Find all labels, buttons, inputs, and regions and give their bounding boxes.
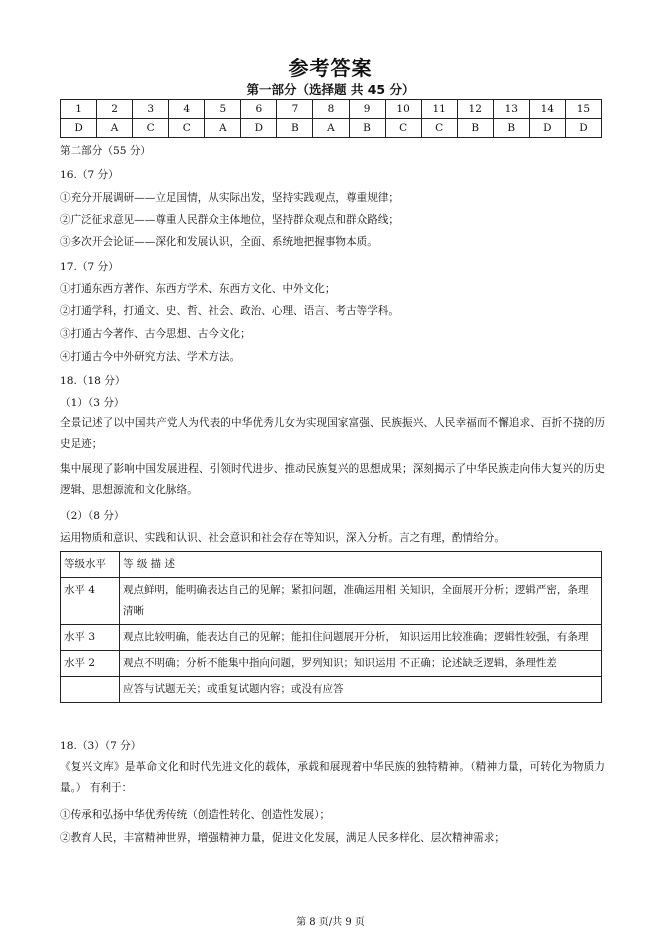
q18-sub3-header: 18.（3）（7 分） [60, 740, 142, 752]
answer-letter: C [133, 119, 169, 138]
q18-header: 18.（18 分） [60, 375, 126, 387]
q16-line-2: ②广泛征求意见——尊重人民群众主体地位，坚持群众观点和群众路线； [60, 214, 399, 226]
level-row [61, 651, 602, 677]
answer-letter: B [493, 119, 529, 138]
answer-letter: B [277, 119, 313, 138]
answer-letter: D [241, 119, 277, 138]
q18-sub1-para-1: 全景记述了以中国共产党人为代表的中华优秀儿女为实现国家富强、民族振兴、人民幸福而不懈追求、百折不挠的历史足迹； [60, 417, 605, 450]
level-label [61, 677, 120, 703]
question-number: 8 [313, 100, 349, 119]
q16-line-3: ③多次开会论证——深化和发展认识，全面、系统地把握事物本质。 [60, 236, 378, 248]
q18-sub3-line-2: ②教育人民，丰富精神世界，增强精神力量，促进文化发展，满足人民多样化、层次精神需求； [60, 832, 505, 844]
page-footer: 第 8 页/共 9 页 [296, 917, 365, 928]
q16-header: 16.（7 分） [60, 169, 119, 181]
level-label: 水平 4 [61, 578, 120, 625]
answer-letter-row [61, 119, 602, 138]
q18-sub3-line-1: ①传承和弘扬中华优秀传统（创造性转化、创造性发展）； [60, 809, 331, 821]
question-number: 10 [385, 100, 421, 119]
answer-letter: B [457, 119, 493, 138]
q18-sub1-header: （1）（3 分） [60, 397, 125, 409]
question-number: 6 [241, 100, 277, 119]
answer-letter: B [349, 119, 385, 138]
level-label: 水平 2 [61, 651, 120, 677]
question-number: 4 [169, 100, 205, 119]
question-number: 9 [349, 100, 385, 119]
q17-line-2: ②打通学科，打通文、史、哲、社会、政治、心理、语言、考古等学科。 [60, 305, 399, 317]
level-column-header: 等级水平 [61, 552, 120, 578]
answer-letter: A [97, 119, 133, 138]
level-label: 水平 3 [61, 625, 120, 651]
level-description: 观点比较明确，能表达自己的见解；能扣住问题展开分析， 知识运用比较准确；逻辑性较强，有条理 [120, 625, 602, 651]
answer-letter: C [421, 119, 457, 138]
question-number: 11 [421, 100, 457, 119]
grading-levels-table [60, 551, 602, 703]
level-description: 观点鲜明，能明确表达自己的见解；紧扣问题，准确运用相 关知识，全面展开分析；逻辑严密，条理清晰 [120, 578, 602, 625]
description-column-header: 等 级 描 述 [120, 552, 602, 578]
q18-sub1-para-2: 集中展现了影响中国发展进程、引领时代进步、推动民族复兴的思想成果；深刻揭示了中华民族走向伟大复兴的历史逻辑、思想源流和文化脉络。 [60, 463, 605, 496]
q18-sub2-intro: 运用物质和意识、实践和认识、社会意识和社会存在等知识，深入分析。言之有理，酌情给分。 [60, 532, 505, 544]
answer-table [60, 99, 602, 138]
question-number: 7 [277, 100, 313, 119]
question-number: 12 [457, 100, 493, 119]
level-row [61, 677, 602, 703]
answer-letter: A [205, 119, 241, 138]
question-number: 5 [205, 100, 241, 119]
answer-letter: D [565, 119, 601, 138]
level-row [61, 625, 602, 651]
q18-sub2-header: （2）（8 分） [60, 510, 125, 522]
q17-line-1: ①打通东西方著作、东西方学术、东西方文化、中外文化； [60, 283, 336, 295]
question-number: 14 [529, 100, 565, 119]
answer-letter: D [529, 119, 565, 138]
answer-number-row [61, 100, 602, 119]
q18-sub3-para: 《复兴文库》是革命文化和时代先进文化的载体，承载和展现着中华民族的独特精神。（精神力量，可转化为物质力量。） 有利于： [60, 761, 605, 794]
question-number: 13 [493, 100, 529, 119]
part1-title: 第一部分（选择题 共 45 分） [246, 82, 415, 97]
levels-header-row [61, 552, 602, 578]
q17-line-4: ④打通古今中外研究方法、学术方法。 [60, 351, 241, 363]
answer-letter: D [61, 119, 97, 138]
page-title: 参考答案 [288, 56, 373, 80]
answer-letter: C [169, 119, 205, 138]
question-number: 1 [61, 100, 97, 119]
q16-line-1: ①充分开展调研——立足国情，从实际出发，坚持实践观点，尊重规律； [60, 192, 399, 204]
q17-header: 17.（7 分） [60, 261, 119, 273]
level-row [61, 578, 602, 625]
answer-letter: C [385, 119, 421, 138]
level-description: 应答与试题无关；或重复试题内容；或没有应答 [120, 677, 602, 703]
question-number: 3 [133, 100, 169, 119]
part2-title: 第二部分（55 分） [60, 145, 152, 157]
q17-line-3: ③打通古今著作、古今思想、古今文化； [60, 328, 251, 340]
question-number: 2 [97, 100, 133, 119]
answer-letter: A [313, 119, 349, 138]
level-description: 观点不明确；分析不能集中指向问题，罗列知识；知识运用 不正确；论述缺乏逻辑，条理性差 [120, 651, 602, 677]
question-number: 15 [565, 100, 601, 119]
